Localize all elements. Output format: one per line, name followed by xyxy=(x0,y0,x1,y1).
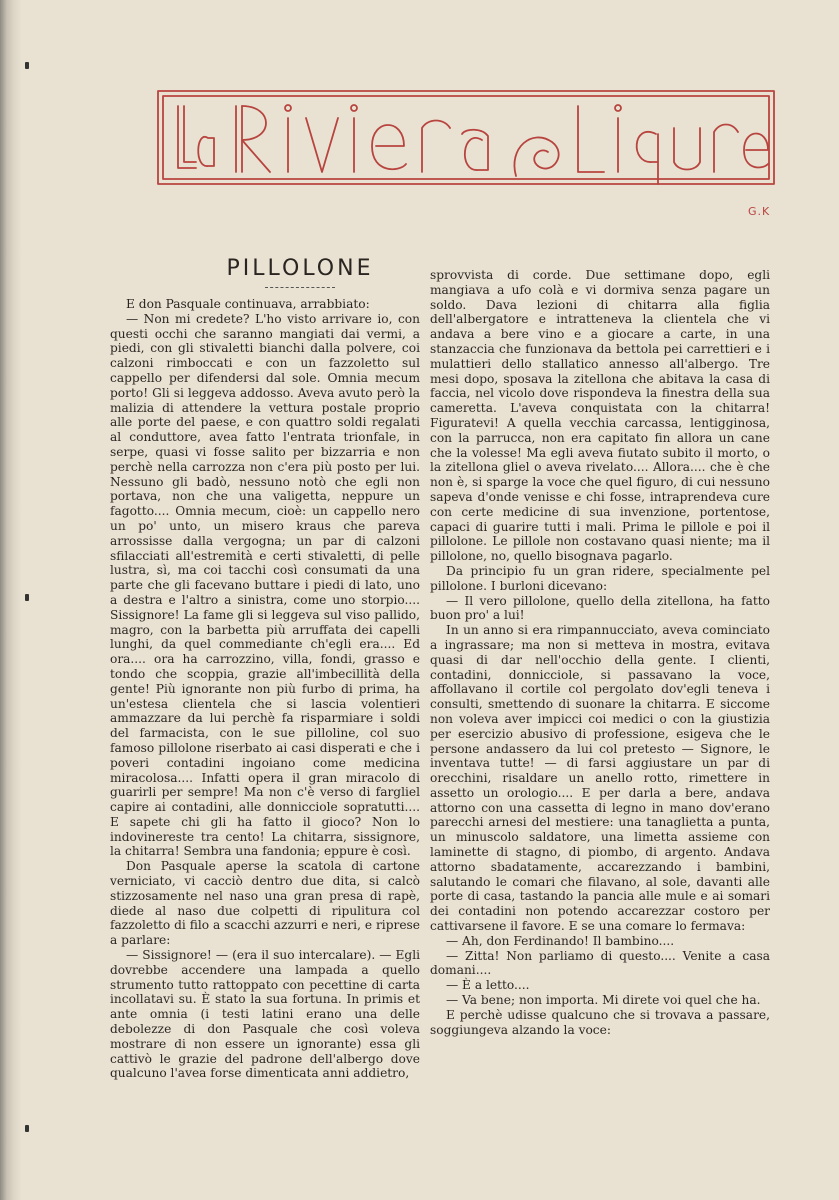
book-spine xyxy=(0,0,22,1200)
paragraph: — È a letto.... xyxy=(446,978,530,993)
paragraph: sprovvista di corde. Due settimane dopo, egli mangiava a ufo colà e vi dormiva senza pagare un soldo. Dava lezioni di chitarra alla figlia dell'albergatore e intratteneva la clientela che vi andava a bere vino e a giocare a carte, in una stanzaccia che funzionava da bettola pei carrettieri e i mulattieri dello stallatico annesso all'albergo. Tre mesi dopo, sposava la zitellona che abitava la casa di faccia, nel vicolo dove rispondeva la finestra della sua cameretta. L'aveva conquistata con la chitarra! Figuratevi! A quella vecchia carcassa, lentigginosa, con la parrucca, non era capitato fin allora un cane che la volesse! Ma egli aveva fiutato subito il morto, o la zitellona gliel o aveva rivelato.... Allora.... che è che non è, si sparge la voce che quel figuro, di cui nessuno sapeva d'onde venisse e chi fosse, intraprendeva cure con certe medicine di sua invenzione, portentose, capaci di guarire tutti i mali. Prima le pillole e poi il pillolone. Le pillole non costavano quasi niente; ma il pillolone, no, quello bisognava pagarlo. xyxy=(430,268,770,564)
paragraph: — Va bene; non importa. Mi direte voi quel che ha. xyxy=(446,993,761,1008)
title-divider xyxy=(265,287,335,289)
binding-staple xyxy=(25,1125,29,1132)
article-title: PILLOLONE xyxy=(226,256,374,281)
illustrator-signature: G.K xyxy=(748,205,771,218)
paragraph: — Zitta! Non parliamo di questo.... Venite a casa domani.... xyxy=(430,948,770,978)
binding-staple xyxy=(25,594,29,601)
paragraph: — Sissignore! — (era il suo intercalare). — Egli dovrebbe accendere una lampada a quello strumento tutto rattoppato con pecettine di carta incollatavi su. È stato la sua fortuna. In primis et ante omnia (i testi latini erano una delle debolezze di don Pasquale che così voleva mostrare di non essere un ignorante) essa gli cattivò le grazie del padrone dell'albergo dove qualcuno l'avea forse dimenticata anni addietro, xyxy=(110,948,420,1081)
paragraph: In un anno si era rimpannucciato, aveva cominciato a ingrassare; ma non si metteva in mostra, evitava quasi di dar nell'occhio della gente. I clienti, contadini, donnicciole, si passavano la voce, affollavano il cortile col pergolato dov'egli teneva i consulti, smettendo di suonare la chitarra. E siccome non voleva aver impicci coi medici o con la giustizia per esercizio abusivo di professione, esigeva che le persone andassero da lui col pretesto — Signore, le inventava tutte! — di farsi aggiustare un par di orecchini, risaldare un anello rotto, rimettere in assetto un orologio.... E per darla a bere, andava attorno con una cassetta di legno in mano dov'erano parecchi arnesi del mestiere: una tanaglietta a punta, un minuscolo saldatore, una limetta assieme con laminette di stagno, di piombo, di argento. Andava attorno sbadatamente, accarezzando i bambini, salutando le comari che filavano, al sole, davanti alle porte di casa, tastando la pancia alle mule e ai somari dei contadini non potendo accarezzar costoro per cattivarsene il favore. E se una comare lo fermava: xyxy=(430,623,770,934)
binding-staple xyxy=(25,62,29,69)
article-column-left xyxy=(110,297,420,1081)
paragraph: E don Pasquale continuava, arrabbiato: xyxy=(126,297,370,311)
paragraph: — Non mi credete? L'ho visto arrivare io, con questi occhi che saranno mangiati dai vermi, a piedi, con gli stivaletti bianchi dalla polvere, coi calzoni rimboccati e con un fazzoletto sul cappello per difendersi dal sole. Omnia mecum porto! Gli si leggeva addosso. Aveva avuto però la malizia di attendere la vettura postale proprio alle porte del paese, e con quattro soldi regalati al conduttore, avea fatto l'entrata trionfale, in serpe, quasi vi fosse salito per bizzarria e non perchè nella carrozza non c'era più posto per lui. Nessuno gli badò, nessuno notò che egli non portava, non che una valigetta, neppure un fagotto.... Omnia mecum, cioè: un cappello nero un po' unto, un misero kraus che pareva arrossisse dalla vergogna; un par di calzoni sfilacciati all'estremità e certi stivaletti, di pelle lustra, sì, ma coi tacchi così consumati da una parte che gli facevano buttare i piedi di lato, uno a destra e l'altro a sinistra, come uno storpio.... Sissignore! La fame gli si leggeva sul viso pallido, magro, con la barbetta più arruffata dei capelli lunghi, da quel commediante ch'egli era.... Ed ora.... ora ha carrozzino, villa, fondi, grasso e tondo che scoppia, grazie all'imbecillità della gente! Più ignorante non più furbo di prima, ha un'estesa clientela che si lascia volentieri ammazzare da lui perchè fa risparmiare i soldi del farmacista, con le sue pilloline, col suo famoso pillolone riserbato ai casi disperati e che i poveri contadini ingoiano come medicina miracolosa.... Infatti opera il gran miracolo di guarirli per sempre! Ma non c'è verso di fargliel capire ai contadini, alle donnicciole sopratutti.... E sapete chi gli ha fatto il gioco? Non lo indovinereste tra cento! La chitarra, sissignore, la chitarra! Sembra una fandonia; eppure è così. xyxy=(110,311,420,859)
paragraph: E perchè udisse qualcuno che si trovava a passare, soggiungeva alzando la voce: xyxy=(430,1007,770,1037)
paragraph: Don Pasquale aperse la scatola di cartone verniciato, vi cacciò dentro due dita, si calcò stizzosamente nel naso una gran presa di rapè, diede al naso due colpetti di ripulitura col fazzoletto di filo a scacchi azzurri e neri, e riprese a parlare: xyxy=(110,859,420,948)
paragraph: — Il vero pillolone, quello della zitellona, ha fatto buon pro' a lui! xyxy=(430,593,770,623)
article-column-right xyxy=(430,268,770,1037)
masthead-logo xyxy=(156,88,776,193)
paragraph: Da principio fu un gran ridere, specialmente pel pillolone. I burloni dicevano: xyxy=(430,563,770,593)
paragraph: — Ah, don Ferdinando! Il bambino.... xyxy=(446,933,675,948)
